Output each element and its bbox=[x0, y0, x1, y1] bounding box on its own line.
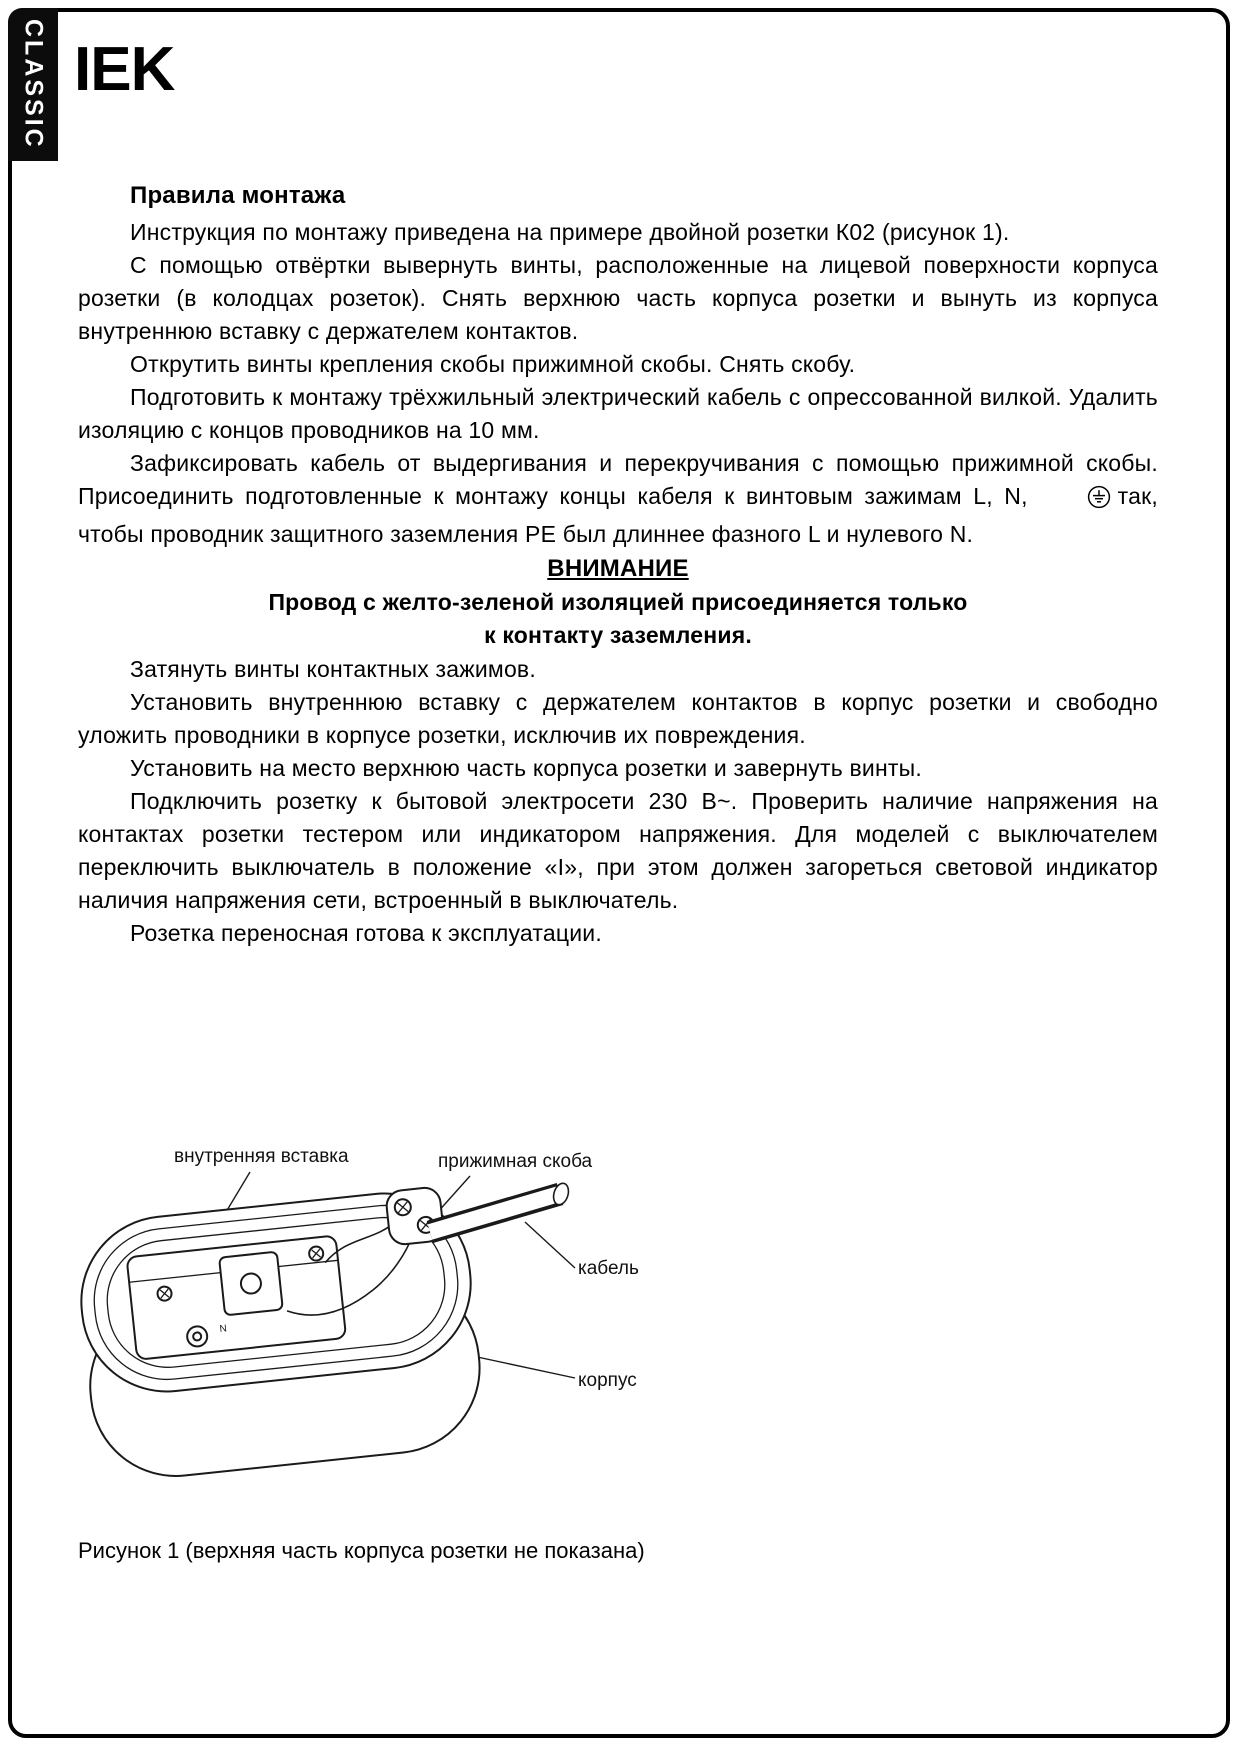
pointer-line-cable bbox=[525, 1222, 575, 1268]
paragraph-8: Установить на место верхнюю часть корпуса розетки и завернуть винты. bbox=[130, 755, 922, 781]
iek-logo: IEK bbox=[74, 35, 175, 104]
paragraph-7: Установить внутреннюю вставку с держателем контактов в корпус розетки и свободно уложить проводники в корпусе розетки, исключив их повреждения. bbox=[78, 689, 1158, 748]
socket-body bbox=[78, 1184, 488, 1484]
warning-block bbox=[78, 552, 1158, 652]
paragraph-5-part2: так, чтобы проводник защитного заземления РЕ был длиннее фазного L и нулевого N. bbox=[78, 483, 1158, 547]
label-inner-insert: внутренняя вставка bbox=[174, 1146, 349, 1167]
terminal-n-label: N bbox=[219, 1323, 228, 1336]
label-body: корпус bbox=[578, 1370, 637, 1391]
warning-heading: ВНИМАНИЕ bbox=[547, 555, 689, 582]
section-title: Правила монтажа bbox=[130, 182, 346, 209]
paragraph-9: Подключить розетку к бытовой электросети 230 В~. Проверить наличие напряжения на контактах розетки тестером или индикатором напряжения. Для моделей с выключателем переключить выключатель в положение «I», при этом должен загореться световой индикатор наличия напряжения сети, встроенный в выключатель. bbox=[78, 788, 1158, 913]
earth-ground-icon bbox=[1035, 485, 1111, 518]
paragraph-2: С помощью отвёртки вывернуть винты, расположенные на лицевой поверхности корпуса розетки (в колодцах розеток). Снять верхнюю часть корпуса розетки и вынуть из корпуса внутреннюю вставку с держателем контактов. bbox=[78, 252, 1158, 344]
figure-caption: Рисунок 1 (верхняя часть корпуса розетки не показана) bbox=[78, 1538, 645, 1563]
socket-drawing bbox=[78, 1140, 638, 1502]
warning-text: Провод с желто-зеленой изоляцией присоединяется только к контакту заземления. bbox=[268, 589, 968, 648]
paragraph-1: Инструкция по монтажу приведена на примере двойной розетки К02 (рисунок 1). bbox=[130, 219, 1010, 245]
label-cable: кабель bbox=[578, 1258, 639, 1279]
paragraph-10: Розетка переносная готова к эксплуатации. bbox=[130, 920, 602, 946]
series-tab-label: CLASSIC bbox=[19, 19, 48, 150]
figure-1 bbox=[78, 1140, 638, 1502]
inner-insert bbox=[127, 1235, 347, 1359]
paragraph-6: Затянуть винты контактных зажимов. bbox=[130, 656, 536, 682]
paragraph-5-part1: Зафиксировать кабель от выдергивания и перекручивания с помощью прижимной скобы. Присоединить подготовленные к монтажу концы кабеля к винтовым зажимам L, N, bbox=[78, 450, 1158, 509]
series-tab bbox=[8, 8, 58, 161]
cable bbox=[430, 1181, 571, 1232]
paragraph-3: Открутить винты крепления скобы прижимной скобы. Снять скобу. bbox=[130, 351, 856, 377]
paragraph-4: Подготовить к монтажу трёхжильный электрический кабель с опрессованной вилкой. Удалить изоляцию с концов проводников на 10 мм. bbox=[78, 384, 1158, 443]
paragraph-5 bbox=[78, 447, 1158, 551]
label-pressure-clamp: прижимная скоба bbox=[438, 1151, 593, 1172]
